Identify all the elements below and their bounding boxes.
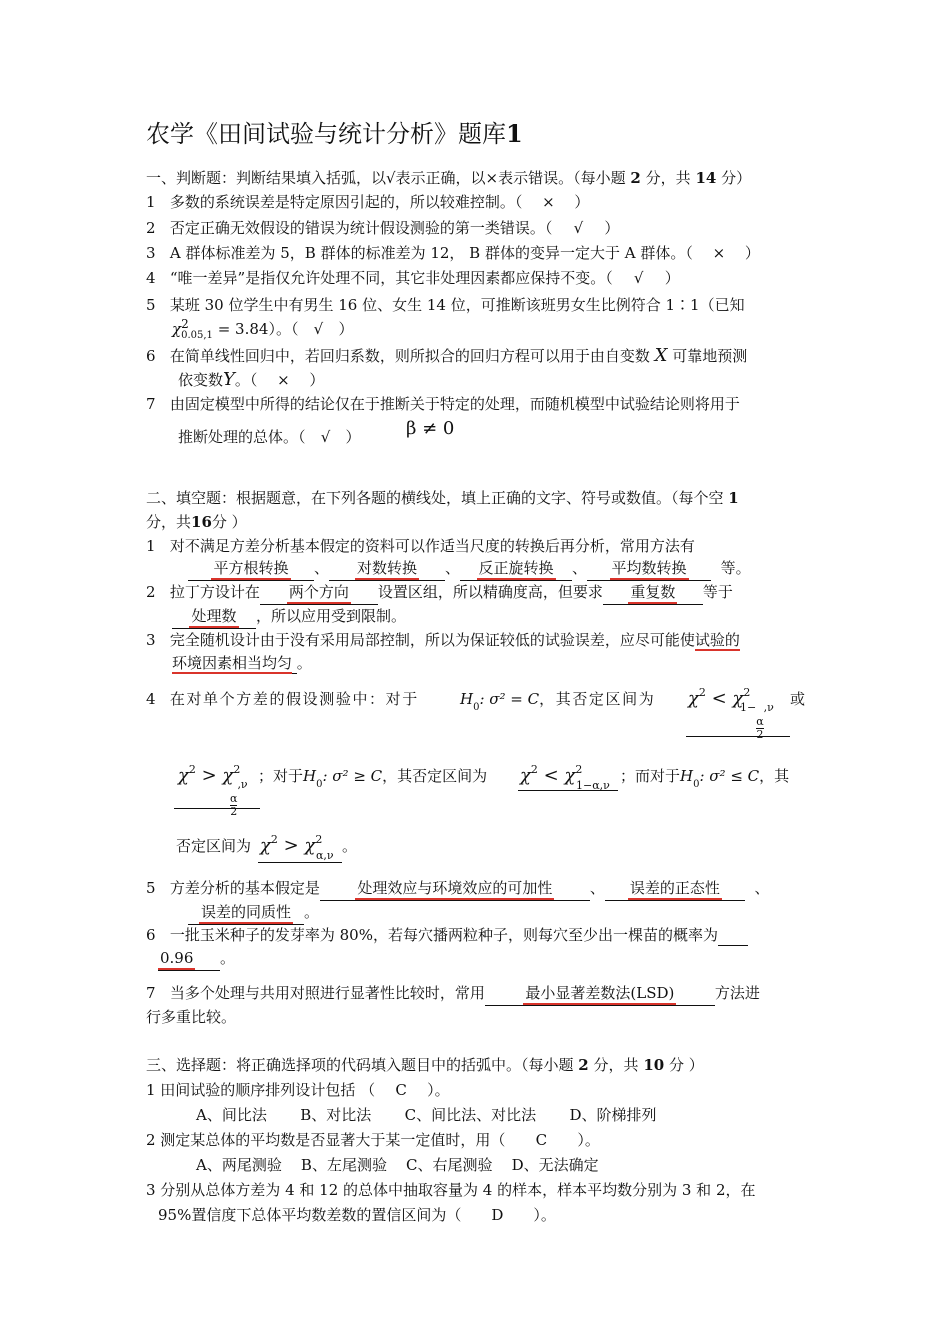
fill-question-7: 7 当多个处理与共用对照进行显著性比较时，常用 最小显著差数法(LSD) 方法进 (146, 983, 760, 1006)
rejection-region-1: $\chi^2 < \chi^2$ (688, 686, 751, 709)
tf-question-6: 6 在简单线性回归中，若回归系数，则所拟合的回归方程可以用于由自变数 X 可靠地预测 (146, 345, 748, 366)
fill-answer-1b: 对数转换 (355, 558, 419, 580)
fill-answer-3b: 环境因素相当均匀 (172, 654, 293, 672)
tf-question-1: 1 多数的系统误差是特定原因引起的，所以较难控制。（ × ） (146, 193, 590, 211)
title-text: 农学《田间试验与统计分析》题库 (146, 120, 506, 148)
fill-question-5: 5 方差分析的基本假定是 处理效应与环境效应的可加性 、 误差的正态性 、 (146, 878, 769, 901)
choice-question-2: 2 测定某总体的平均数是否显著大于某一定值时，用（ C ）。 (146, 1131, 600, 1149)
fill-answer-2a: 两个方向 (287, 582, 351, 604)
fill-question-4: 4 在对单个方差的假设测验中：对于 (146, 690, 419, 708)
rejection-region-3: $\chi^2 < \chi^2$ (520, 763, 583, 786)
fill-question-3: 3 完全随机设计由于没有采用局部控制，所以为保证较低的试验误差，应尽可能使试验的 (146, 631, 740, 649)
h0-formula-2: ；对于$H_0$: σ² ≥ C，其否定区间为 (258, 767, 488, 790)
page-title (146, 118, 523, 150)
choice-options-2: A、两尾测验 B、左尾测验 C、右尾测验 D、无法确定 (196, 1156, 599, 1174)
rejection-sub-4: α,ν (316, 849, 334, 862)
h0-formula-1: $H_0$: σ² = C，其否定区间为 (460, 690, 656, 713)
fill-question-4-cont: 否定区间为 (176, 837, 252, 855)
fill-answer-1c: 反正旋转换 (477, 558, 556, 580)
fill-answer-2c: 处理数 (189, 606, 238, 628)
tf-answer-3: × (712, 244, 726, 262)
title-number: 1 (506, 119, 523, 148)
fill-question-6-cont: 0.96 。 (158, 948, 235, 971)
tf-question-5-cont: χ 2 0.05,1 = 3.84）。（ √ ） (172, 317, 354, 341)
fill-answer-5b: 误差的正态性 (628, 878, 722, 900)
tf-question-5: 5 某班 30 位学生中有男生 16 位、女生 14 位，可推断该班男女生比例符合 1∶1（已知 (146, 296, 745, 314)
blank-underline-4 (258, 862, 342, 863)
choice-question-3-cont: 95%置信度下总体平均数差数的置信区间为（ D ）。 (158, 1206, 556, 1224)
fill-answer-1a: 平方根转换 (211, 558, 290, 580)
section2-heading: 二、填空题：根据题意，在下列各题的横线处，填上正确的文字、符号或数值。（每个空 1 (146, 489, 739, 507)
choice-question-3: 3 分别从总体方差为 4 和 12 的总体中抽取容量为 4 的样本，样本平均数分别为 3 和 2，在 (146, 1181, 756, 1199)
blank-underline-1 (686, 736, 790, 737)
tf-question-7: 7 由固定模型中所得的结论仅在于推断关于特定的处理，而随机模型中试验结论则将用于 (146, 395, 740, 413)
tf-question-2: 2 否定正确无效假设的错误为统计假设测验的第一类错误。（ √ ） (146, 219, 620, 237)
rejection-sub-3: 1−α,ν (576, 779, 610, 792)
rejection-region-2: $\chi^2 > \chi^2$ (178, 763, 241, 786)
fill-answer-1d: 平均数转换 (610, 558, 689, 580)
tf-answer-4: √ (633, 269, 644, 287)
fill-answer-2b: 重复数 (628, 582, 677, 604)
fill-question-1-answers: 平方根转换 、 对数转换 、 反正旋转换 、 平均数转换 等。 (188, 558, 751, 581)
choice-answer-2: C (535, 1131, 548, 1149)
fill-question-5-cont: 误差的同质性 。 (188, 902, 319, 925)
fill-question-2-cont: 处理数 ，所以应用受到限制。 (172, 606, 406, 629)
tf-answer-5: √ (313, 320, 324, 338)
period: 。 (342, 837, 358, 855)
rejection-region-4: $\chi^2 > \chi^2$ (260, 833, 323, 856)
fill-answer-6: 0.96 (158, 948, 195, 970)
beta-formula: β ≠ 0 (406, 418, 455, 439)
fill-answer-3a: 试验的 (694, 631, 740, 649)
tf-question-6-cont: 依变数Y。（ × ） (178, 369, 325, 390)
fill-question-7-cont: 行多重比较。 (146, 1008, 237, 1026)
rejection-sub-1: 1− $\frac{\alpha}{2}$ ,ν (740, 701, 774, 741)
choice-options-1: A、间比法 B、对比法 C、间比法、对比法 D、阶梯排列 (196, 1106, 657, 1124)
rejection-sub-2: $\frac{\alpha}{2}$ ,ν (230, 778, 248, 818)
h0-formula-3: ；而对于$H_0$: σ² ≤ C，其 (620, 767, 790, 790)
tf-question-7-cont: 推断处理的总体。（ √ ） (178, 428, 361, 446)
tf-answer-2: √ (573, 219, 584, 237)
tf-answer-6: × (277, 371, 290, 389)
choice-answer-3: D (491, 1206, 504, 1224)
blank-underline-2 (174, 808, 260, 809)
section1-heading: 一、判断题：判断结果填入括弧，以√表示正确，以×表示错误。（每小题 2 分，共 14 分） (146, 169, 752, 187)
blank-underline-3 (518, 790, 618, 791)
fill-answer-7: 最小显著差数法(LSD) (523, 983, 676, 1005)
fill-question-1: 1 对不满足方差分析基本假定的资料可以作适当尺度的转换后再分析，常用方法有 (146, 537, 695, 555)
fill-answer-5c: 误差的同质性 (199, 902, 293, 924)
tf-answer-7: √ (320, 428, 331, 446)
fill-question-3-cont: 环境因素相当均匀 。 (172, 654, 312, 672)
choice-question-1: 1 田间试验的顺序排列设计包括 （ C ）。 (146, 1081, 450, 1099)
section2-heading-cont: 分，共16分 ） (146, 513, 247, 531)
fill-question-6: 6 一批玉米种子的发芽率为 80%，若每穴播两粒种子，则每穴至少出一棵苗的概率为 (146, 925, 748, 946)
fill-answer-5a: 处理效应与环境效应的可加性 (355, 878, 554, 900)
section3-heading: 三、选择题：将正确选择项的代码填入题目中的括弧中。（每小题 2 分，共 10 分 ） (146, 1056, 704, 1074)
or-text: 或 (790, 690, 806, 708)
fill-question-2: 2 拉丁方设计在 两个方向 设置区组，所以精确度高，但要求 重复数 等于 (146, 582, 733, 605)
choice-answer-1: C (395, 1081, 407, 1099)
tf-answer-1: × (542, 193, 555, 211)
tf-question-4: 4 “唯一差异”是指仅允许处理不同，其它非处理因素都应保持不变。（ √ ） (146, 269, 680, 287)
tf-question-3: 3 A 群体标准差为 5，B 群体的标准差为 12， B 群体的变异一定大于 A 群体。（ × ） (146, 244, 760, 262)
